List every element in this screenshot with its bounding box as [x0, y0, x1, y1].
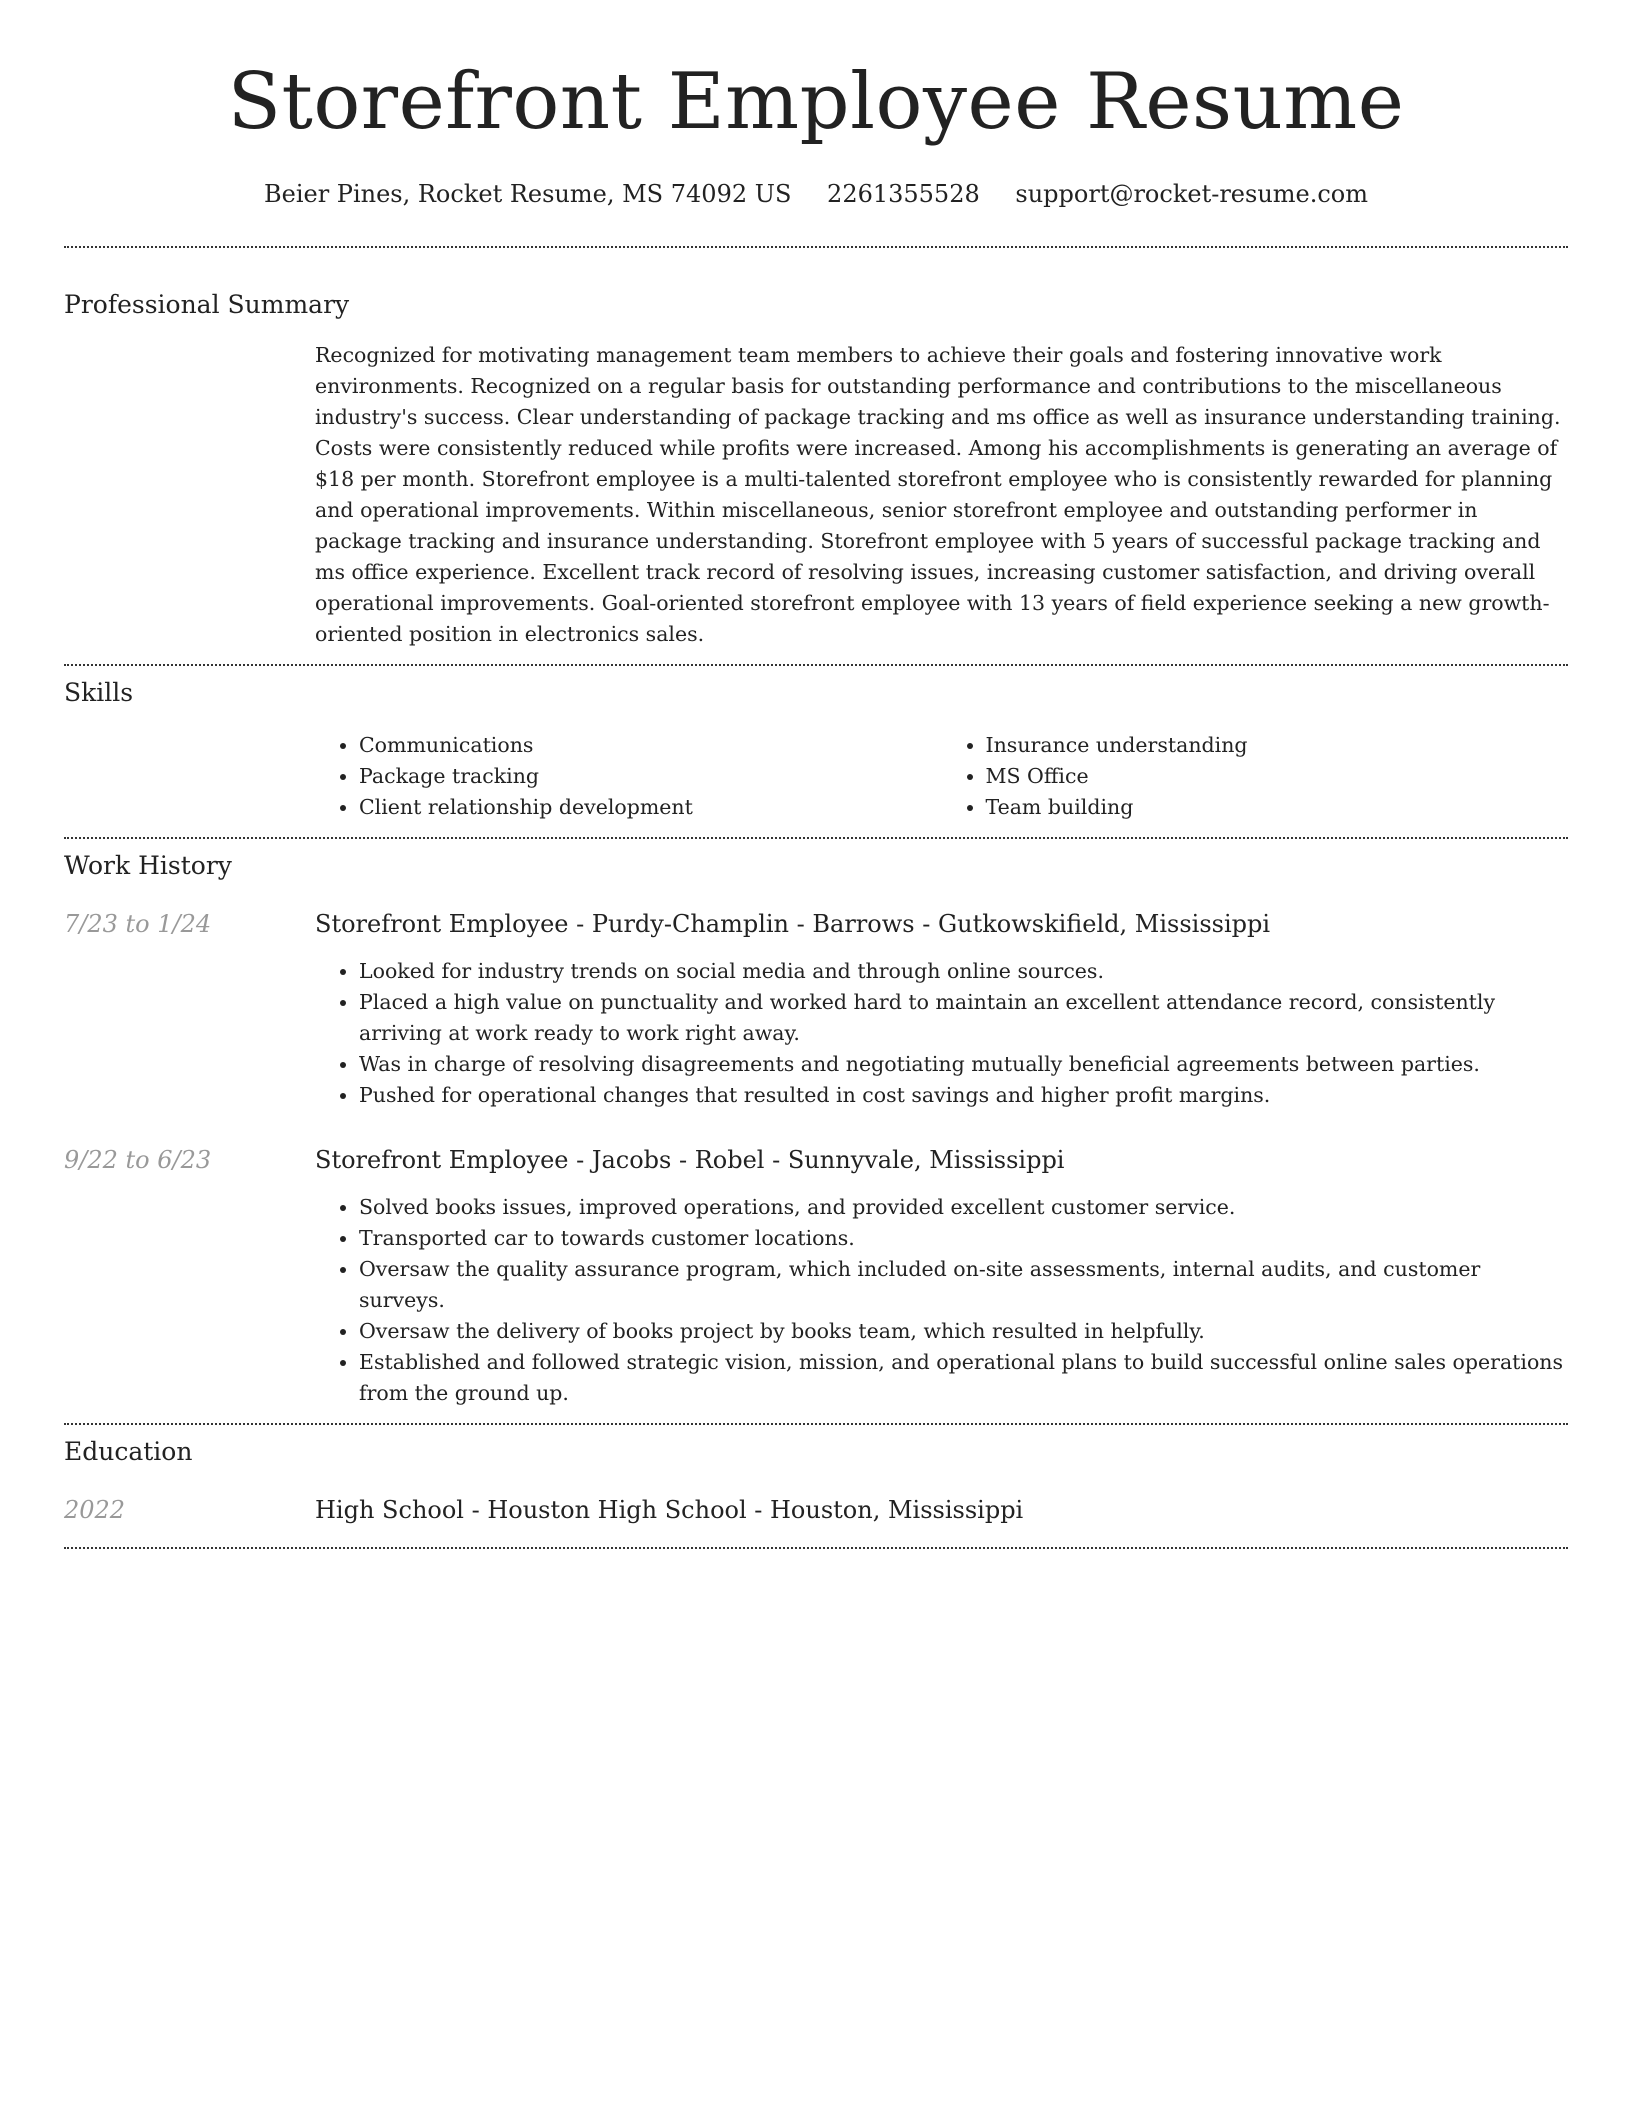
skill-item: • Package tracking: [359, 761, 942, 792]
contact-email: support@rocket-resume.com: [1015, 180, 1369, 208]
education-title: High School - Houston High School - Houston, Mississippi: [315, 1496, 1024, 1524]
job-title: Storefront Employee - Jacobs - Robel - Sunnyvale, Mississippi: [315, 1146, 1065, 1174]
job-bullets: [315, 956, 1568, 1111]
skill-item: • Communications: [359, 730, 942, 761]
education-year: 2022: [64, 1496, 126, 1524]
skills-list-left: [315, 730, 942, 823]
work-history-section: [64, 839, 1568, 1423]
education-section: [64, 1425, 1568, 1547]
job-bullet: • Oversaw the delivery of books project by books team, which resulted in helpfully.: [359, 1316, 1568, 1347]
skill-item: • Insurance understanding: [986, 730, 1569, 761]
summary-section: [64, 248, 1568, 664]
job-bullet: • Placed a high value on punctuality and worked hard to maintain an excellent attendance record, consistently arriving at work ready to work right away.: [359, 987, 1568, 1049]
skills-row: [64, 730, 1568, 837]
summary-row: [64, 340, 1568, 664]
job-entry: [64, 1143, 1568, 1409]
contact-line: [64, 178, 1568, 210]
summary-text: Recognized for motivating management team members to achieve their goals and fostering innovative work environments. Recognized on a regular basis for outstanding performance and contributions to the miscellaneous industry's success. Clear understanding of package tracking and ms office as well as insurance understanding training. Costs were consistently reduced while profits were increased. Among his accomplishments is generating an average of $18 per month. Storefront employee is a multi-talented storefront employee who is consistently rewarded for planning and operational improvements. Within miscellaneous, senior storefront employee and outstanding performer in package tracking and insurance understanding. Storefront employee with 5 years of successful package tracking and ms office experience. Excellent track record of resolving issues, increasing customer satisfaction, and driving overall operational improvements. Goal-oriented storefront employee with 13 years of field experience seeking a new growth-oriented position in electronics sales.: [315, 343, 1561, 646]
job-bullet: • Pushed for operational changes that resulted in cost savings and higher profit margins.: [359, 1080, 1568, 1111]
job-dates: 7/23 to 1/24: [64, 910, 212, 938]
skills-heading: Skills: [64, 678, 134, 707]
job-bullet: • Was in charge of resolving disagreements and negotiating mutually beneficial agreements between parties.: [359, 1049, 1568, 1080]
skills-grid: [315, 730, 1568, 823]
divider: [64, 1547, 1568, 1549]
job-title: Storefront Employee - Purdy-Champlin - Barrows - Gutkowskifield, Mississippi: [315, 910, 1271, 938]
contact-phone: 2261355528: [827, 180, 980, 208]
job-bullet: • Established and followed strategic vision, mission, and operational plans to build successful online sales operations from the ground up.: [359, 1347, 1568, 1409]
job-bullet: • Looked for industry trends on social media and through online sources.: [359, 956, 1568, 987]
job-bullet: • Oversaw the quality assurance program, which included on-site assessments, internal audits, and customer surveys.: [359, 1254, 1568, 1316]
job-dates: 9/22 to 6/23: [64, 1146, 212, 1174]
education-heading: Education: [64, 1437, 193, 1466]
education-entry: [64, 1493, 1568, 1547]
skill-item: • Client relationship development: [359, 792, 942, 823]
skill-item: • Team building: [986, 792, 1569, 823]
job-entry: [64, 907, 1568, 1111]
job-bullet: • Transported car to towards customer locations.: [359, 1223, 1568, 1254]
work-history-heading: Work History: [64, 851, 232, 880]
skills-section: [64, 666, 1568, 837]
job-bullets: [315, 1192, 1568, 1409]
skills-list-right: [942, 730, 1569, 823]
skill-item: • MS Office: [986, 761, 1569, 792]
summary-heading: Professional Summary: [64, 290, 350, 319]
contact-address: Beier Pines, Rocket Resume, MS 74092 US: [263, 180, 792, 208]
resume-title: Storefront Employee Resume: [227, 57, 1405, 147]
job-bullet: • Solved books issues, improved operations, and provided excellent customer service.: [359, 1192, 1568, 1223]
